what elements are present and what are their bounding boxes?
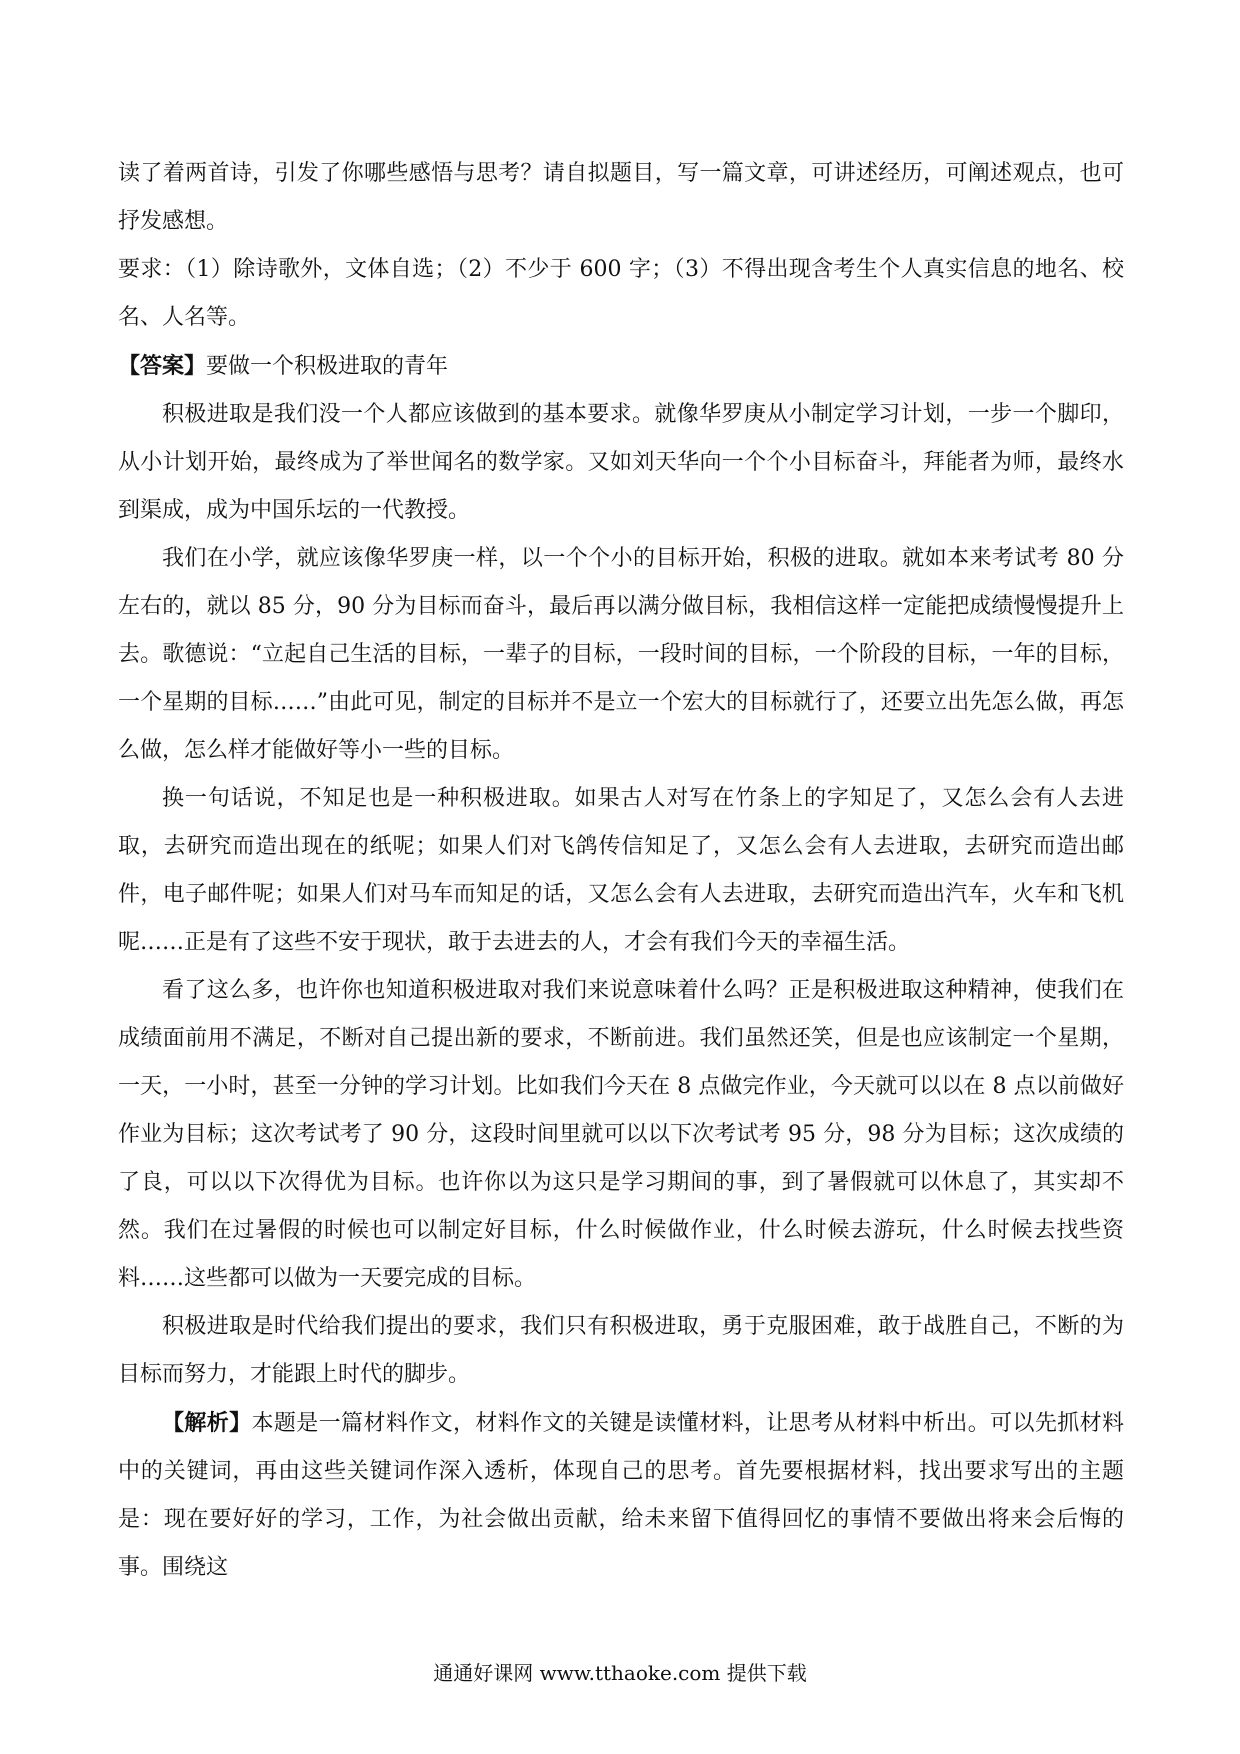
essay-paragraph-1: 积极进取是我们没一个人都应该做到的基本要求。就像华罗庚从小制定学习计划，一步一个脚印，从小计划开始，最终成为了举世闻名的数学家。又如刘天华向一个个小目标奋斗，拜能者为师，最终水到渠成，成为中国乐坛的一代教授。 (118, 402, 1124, 523)
analysis-text: 本题是一篇材料作文，材料作文的关键是读懂材料，让思考从材料中析出。可以先抓材料中的关键词，再由这些关键词作深入透析，体现自己的思考。首先要根据材料，找出要求写出的主题是：现在要好好的学习，工作，为社会做出贡献，给未来留下值得回忆的事情不要做出将来会后悔的事。围绕这 (118, 1411, 1124, 1580)
requirements-text: 要求：（1）除诗歌外，文体自选；（2）不少于 600 字；（3）不得出现含考生个人真实信息的地名、校名、人名等。 (118, 257, 1124, 330)
essay-paragraph-4: 看了这么多，也许你也知道积极进取对我们来说意味着什么吗？正是积极进取这种精神，使我们在成绩面前用不满足，不断对自己提出新的要求，不断前进。我们虽然还笑，但是也应该制定一个星期，一天，一小时，甚至一分钟的学习计划。比如我们今天在 8 点做完作业，今天就可以以在 8 点以前做好作业为目标；这次考试考了 90 分，这段时间里就可以以下次考试考 95 分，98 分为目标；这次成绩的了良，可以以下次得优为目标。也许你以为这只是学习期间的事，到了暑假就可以休息了，其实却不然。我们在过暑假的时候也可以制定好目标，什么时候做作业，什么时候去游玩，什么时候去找些资料……这些都可以做为一天要完成的目标。 (118, 978, 1124, 1291)
essay-paragraph-3: 换一句话说，不知足也是一种积极进取。如果古人对写在竹条上的字知足了，又怎么会有人去进取，去研究而造出现在的纸呢；如果人们对飞鸽传信知足了，又怎么会有人去进取，去研究而造出邮件，电子邮件呢；如果人们对马车而知足的话，又怎么会有人去进取，去研究而造出汽车，火车和飞机呢……正是有了这些不安于现状，敢于去进去的人，才会有我们今天的幸福生活。 (118, 786, 1124, 955)
essay-title: 要做一个积极进取的青年 (206, 354, 449, 379)
answer-tag: 【答案】 (118, 353, 207, 379)
prompt-text: 读了着两首诗，引发了你哪些感悟与思考？请自拟题目，写一篇文章，可讲述经历，可阐述观点，也可抒发感想。 (118, 161, 1124, 234)
footer-watermark: 通通好课网 www.tthaoke.com 提供下载 (433, 1661, 807, 1685)
essay-paragraph-5: 积极进取是时代给我们提出的要求，我们只有积极进取，勇于克服困难，敢于战胜自己，不断的为目标而努力，才能跟上时代的脚步。 (118, 1314, 1124, 1387)
analysis-tag: 【解析】 (162, 1410, 252, 1436)
document-body (118, 150, 1124, 1592)
essay-paragraph-2: 我们在小学，就应该像华罗庚一样，以一个个小的目标开始，积极的进取。就如本来考试考 80 分左右的，就以 85 分，90 分为目标而奋斗，最后再以满分做目标，我相信这样一定能把成绩慢慢提升上去。歌德说：“立起自己生活的目标，一辈子的目标，一段时间的目标，一个阶段的目标，一年的目标，一个星期的目标……”由此可见，制定的目标并不是立一个宏大的目标就行了，还要立出先怎么做，再怎么做，怎么样才能做好等小一些的目标。 (118, 546, 1124, 763)
analysis-paragraph (118, 1399, 1124, 1592)
answer-heading (118, 342, 1124, 391)
